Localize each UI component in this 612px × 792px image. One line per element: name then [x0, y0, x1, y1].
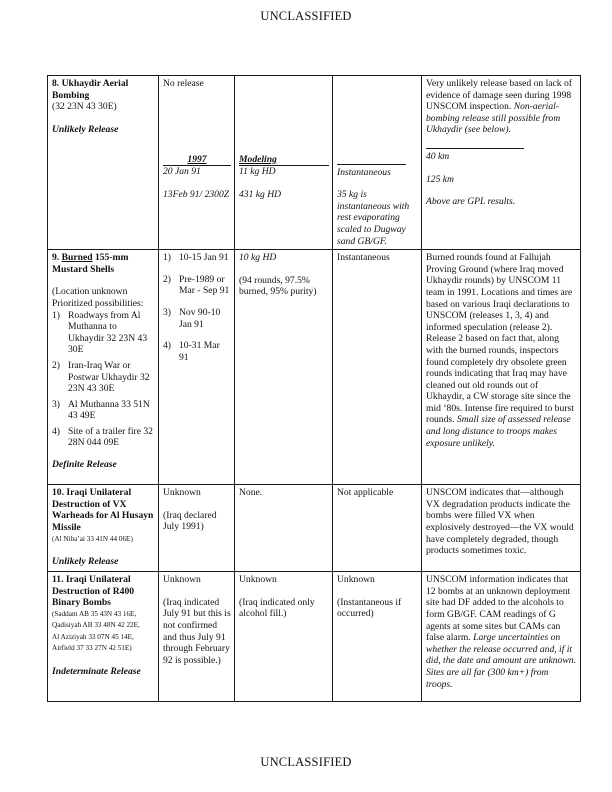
time-entry: 20 Jan 91	[163, 166, 201, 178]
event-title-rest: 155-mm Mustard Shells	[52, 252, 129, 275]
classification-footer: UNCLASSIFIED	[260, 755, 352, 769]
list-number: 1)	[163, 252, 171, 264]
list-number: 3)	[163, 306, 171, 318]
event-assessment: Unlikely Release	[52, 123, 119, 135]
divider	[337, 164, 406, 165]
comments-cell	[422, 76, 581, 250]
time-cell	[159, 572, 235, 702]
comments-cell	[422, 572, 581, 702]
event-title: 10. Iraqi Unilateral Destruction of VX Warheads for Al Husayn Missile	[52, 487, 154, 533]
event-title: 11. Iraqi Unilateral Destruction of R400 Binary Bombs	[52, 574, 135, 609]
comments-cell	[422, 250, 581, 485]
event-title-underlined: Burned	[61, 252, 93, 264]
list-number: 4)	[52, 425, 60, 437]
comments-entry: 125 km	[426, 173, 454, 185]
list-item	[163, 274, 231, 297]
list-item	[52, 360, 155, 395]
event-location: Qadisiyah AB 33 48N 42 22E,	[52, 621, 140, 630]
comments-text: UNSCOM indicates that—although VX degradation products indicate the bombs were filled VX when explosively destroyed—the VX would have completely degraded, though products sometimes toxic.	[426, 487, 574, 557]
event-title: 8. Ukhaydir Aerial Bombing	[52, 78, 129, 101]
time-cell	[159, 485, 235, 572]
comments-italic: Small size of assessed release and long distance to troops makes exposure unlikely.	[426, 414, 571, 449]
event-number: 9.	[52, 252, 60, 264]
event-title	[52, 252, 155, 275]
comments-italic: Non-aerial-bombing release still possible from Ukhaydir (see below).	[426, 101, 561, 136]
duration-value: Instantaneous	[337, 252, 390, 264]
release-assessment-table	[47, 75, 581, 702]
location-intro: (Location unknown Prioritized possibilities:	[52, 286, 144, 309]
list-text: Nov 90-10 Jan 91	[179, 306, 221, 330]
time-cell	[159, 250, 235, 485]
event-location: Al Aziziyah 33 07N 45 14E,	[52, 632, 134, 641]
time-entry: 13Feb 91/ 2300Z	[163, 188, 230, 200]
amount-cell	[235, 485, 333, 572]
list-text: 10-31 Mar 91	[179, 340, 220, 363]
time-cell	[159, 76, 235, 250]
duration-entry: Instantaneous	[337, 166, 391, 178]
classification-header: UNCLASSIFIED	[260, 9, 352, 23]
amount-note: (94 rounds, 97.5% burned, 95% purity)	[239, 274, 317, 298]
comments-text: Burned rounds found at Fallujah Proving Ground (where Iraq moved Ukhaydir rounds) by UNSCOM 11 team in 1991. Locations and times are based on various Iraqi declarations to UNSCOM (releases 1, 3, 4) and informed speculation (release 2). Release 2 based on fact that, along with the burned rounds, inspectors found completely dry obsolete green rounds indicating that Iraq may have cleaned out old rounds out of Ukhaydir, a CW storage site since the mid ‘80s. Intense fire required to burst rounds.	[426, 252, 574, 426]
table-row	[48, 572, 581, 702]
duration-cell	[333, 250, 422, 485]
list-number: 2)	[163, 273, 171, 285]
list-number: 1)	[52, 309, 60, 321]
comments-text: UNSCOM information indicates that 12 bombs at an unknown deployment site had DF added to the alcohols to form GB/GF. CAM readings of G agents at some sites but CAMs can false alarm.	[426, 574, 571, 644]
comments-text: Very unlikely release based on lack of evidence of damage seen during 1998 UNSCOM inspection.	[426, 78, 572, 113]
table-row	[48, 250, 581, 485]
table-row	[48, 485, 581, 572]
amount-value: 10 kg HD	[239, 252, 277, 264]
amount-cell	[235, 76, 333, 250]
list-item	[163, 252, 231, 264]
list-text: Iran-Iraq War or Postwar Ukhaydir 32 23N 43 30E	[68, 359, 150, 395]
duration-value: Unknown	[337, 574, 375, 586]
divider	[426, 148, 524, 149]
list-text: Roadways from Al Muthanna to Ukhaydir 32 23N 43 30E	[68, 309, 148, 356]
time-note: (Iraq declared July 1991)	[163, 509, 217, 533]
event-location: (Saddam AB 35 43N 43 16E,	[52, 609, 137, 618]
event-cell	[48, 572, 159, 702]
list-text: Site of a trailer fire 32 28N 044 09E	[68, 425, 153, 449]
event-assessment: Indeterminate Release	[52, 665, 141, 677]
list-item	[163, 340, 231, 363]
duration-cell	[333, 572, 422, 702]
amount-value: None.	[239, 487, 263, 499]
duration-entry: 35 kg is instantaneous with rest evaporating scaled to Dugway sand GB/GF.	[337, 189, 410, 247]
comments-entry: 40 km	[426, 150, 450, 162]
list-item	[163, 307, 231, 330]
location-list	[52, 310, 155, 450]
list-text: Pre-1989 or Mar - Sep 91	[179, 273, 230, 297]
event-cell	[48, 76, 159, 250]
time-note: (Iraq indicated July 91 but this is not confirmed and thus July 91 through February 92 is possible.)	[163, 596, 231, 666]
event-assessment: Unlikely Release	[52, 556, 119, 568]
list-item	[52, 310, 155, 356]
time-value: Unknown	[163, 574, 201, 586]
amount-entry: 11 kg HD	[239, 166, 276, 178]
amount-entry: 431 kg HD	[239, 188, 282, 200]
amount-value: Unknown	[239, 574, 277, 586]
duration-note: (Instantaneous if occurred)	[337, 596, 402, 620]
event-location: (32 23N 43 30E)	[52, 101, 117, 113]
amount-note: (Iraq indicated only alcohol fill.)	[239, 596, 315, 620]
comments-italic: Large uncertainties on whether the release occurred and, if it did, the date and amount are unknown. Sites are all far (300 km+) from troops.	[426, 632, 576, 690]
comments-cell	[422, 485, 581, 572]
list-number: 4)	[163, 340, 171, 352]
event-cell	[48, 250, 159, 485]
amount-cell	[235, 250, 333, 485]
duration-cell	[333, 485, 422, 572]
table-row	[48, 76, 581, 250]
list-number: 3)	[52, 398, 60, 410]
list-item	[52, 426, 155, 449]
event-assessment: Definite Release	[52, 459, 117, 471]
duration-cell	[333, 76, 422, 250]
amount-subheader: Modeling	[239, 154, 329, 167]
time-list	[163, 252, 231, 363]
event-cell	[48, 485, 159, 572]
list-item	[52, 399, 155, 422]
list-number: 2)	[52, 359, 60, 371]
event-location: Airfield 37 33 27N 42 51E)	[52, 644, 132, 653]
list-text: 10-15 Jan 91	[179, 252, 229, 264]
time-value: Unknown	[163, 487, 201, 499]
time-value: No release	[163, 78, 204, 89]
amount-cell	[235, 572, 333, 702]
list-text: Al Muthanna 33 51N 43 49E	[68, 398, 150, 422]
duration-value: Not applicable	[337, 487, 394, 499]
comments-entry: Above are GPL results.	[426, 196, 516, 208]
event-location: (Al Niba’ai 33 41N 44 06E)	[52, 534, 133, 543]
time-subheader: 1997	[163, 154, 231, 167]
